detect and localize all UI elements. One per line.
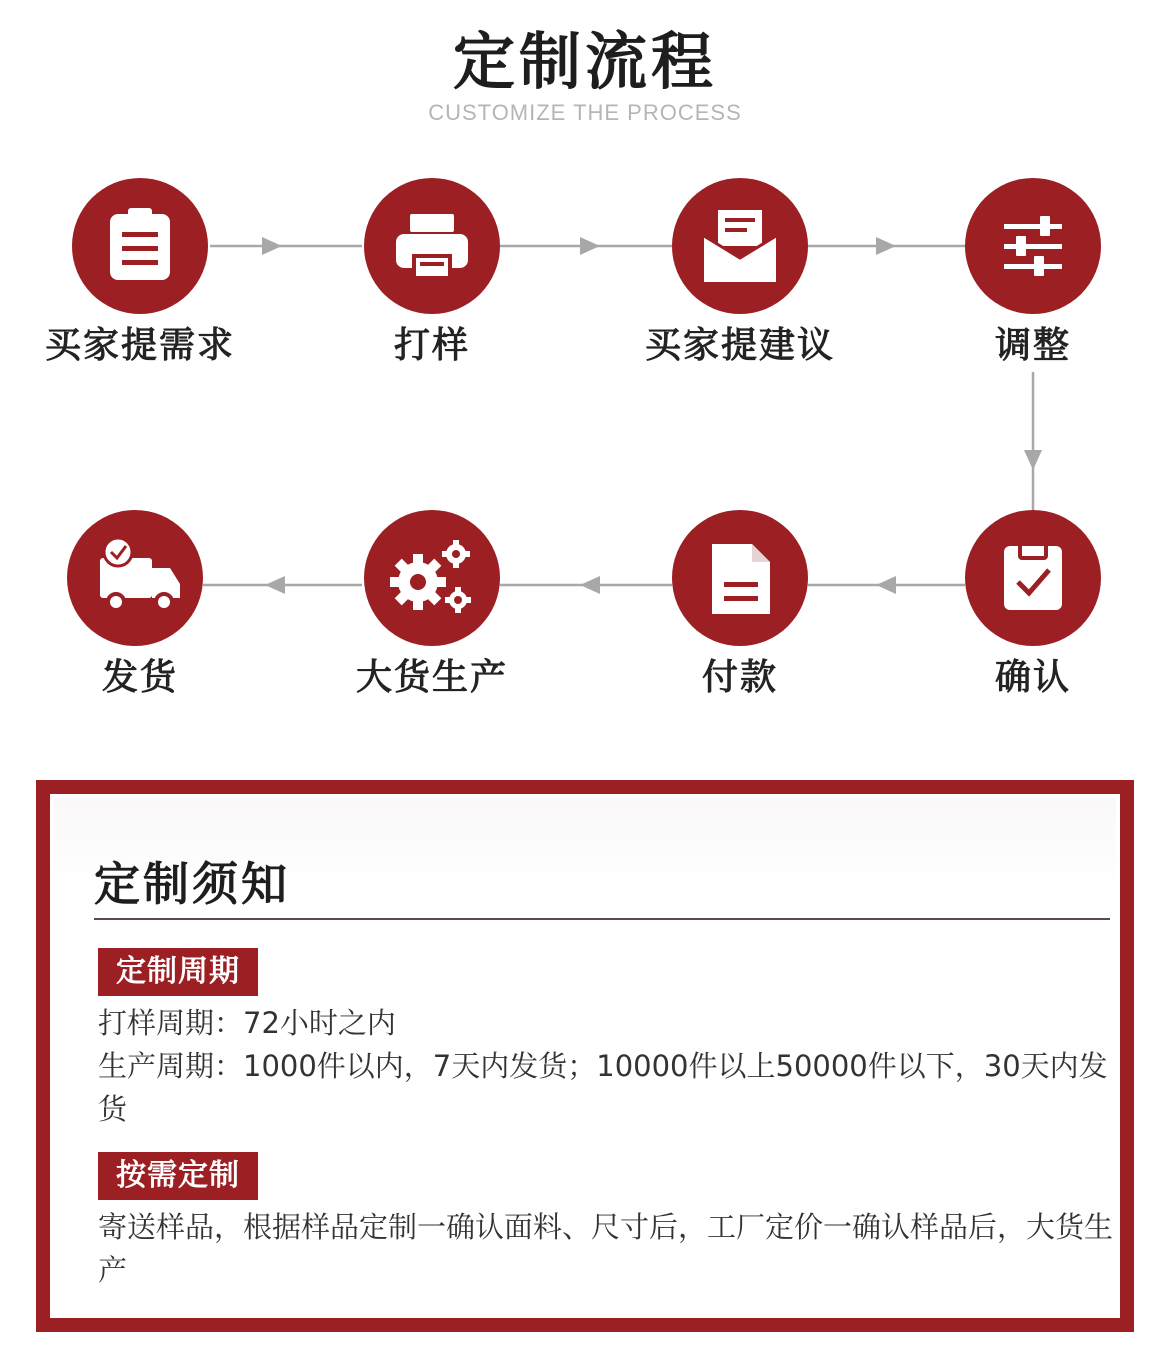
step-label-5: 确认 <box>994 657 1071 698</box>
sample-cycle-text: 打样周期：72小时之内 <box>98 1006 396 1040</box>
step-2-printer-icon <box>364 178 500 314</box>
connector-row-1 <box>210 237 965 255</box>
connector-vertical <box>1024 372 1042 510</box>
custom-text: 寄送样品，根据样品定制一确认面料、尺寸后，工厂定价一确认样品后，大货生产 <box>98 1210 1114 1287</box>
step-1-clipboard-icon <box>72 178 208 314</box>
step-label-4: 调整 <box>994 325 1071 366</box>
step-label-6: 付款 <box>701 657 778 698</box>
step-5-checklist-icon <box>965 510 1101 646</box>
step-7-gears-icon <box>364 510 500 646</box>
step-6-document-icon <box>672 510 808 646</box>
step-4-sliders-icon <box>965 178 1101 314</box>
page-subtitle: CUSTOMIZE THE PROCESS <box>428 100 742 125</box>
notice-title: 定制须知 <box>94 857 290 911</box>
step-label-1: 买家提需求 <box>44 325 235 366</box>
custom-notice-panel <box>36 780 1134 1332</box>
production-cycle-text: 生产周期：1000件以内，7天内发货；10000件以上50000件以下，30天内发货 <box>98 1049 1108 1126</box>
connector-row-2 <box>203 576 965 594</box>
custom-tag: 按需定制 <box>98 1152 258 1200</box>
step-label-3: 买家提建议 <box>644 325 835 366</box>
notice-inner <box>54 798 1116 1314</box>
step-8-delivery-truck-icon <box>67 510 203 646</box>
step-label-2: 打样 <box>393 325 470 366</box>
step-label-8: 发货 <box>101 657 178 698</box>
cycle-tag: 定制周期 <box>98 948 258 996</box>
notice-divider <box>94 918 1110 920</box>
step-label-7: 大货生产 <box>355 657 508 698</box>
page-title: 定制流程 <box>452 25 717 98</box>
step-3-envelope-icon <box>672 178 808 314</box>
